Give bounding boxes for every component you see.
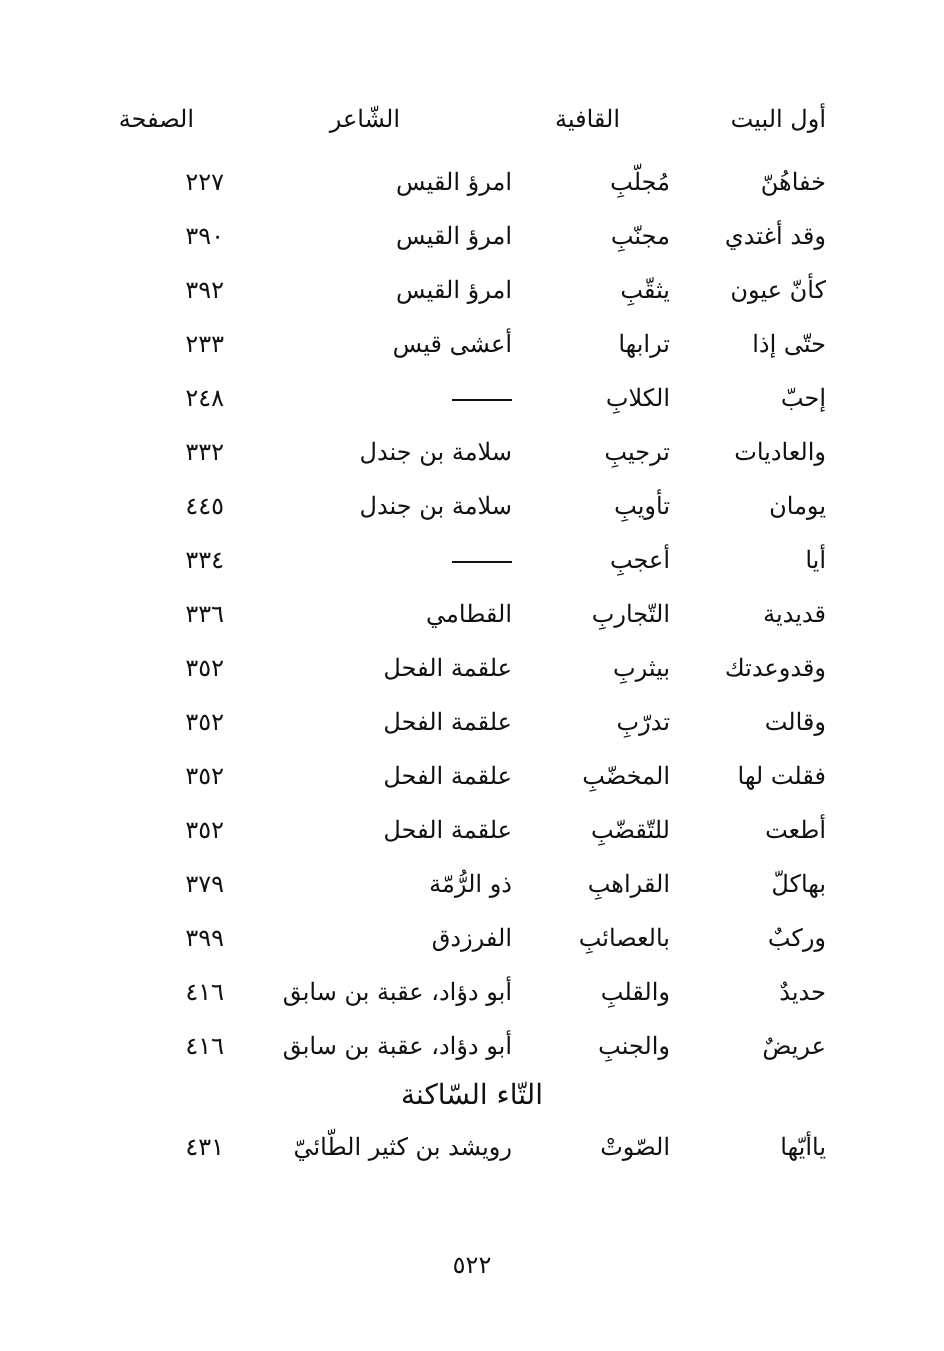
row-page: ٣٣٦ bbox=[185, 600, 224, 628]
table-row bbox=[0, 535, 944, 585]
row-page: ٣٥٢ bbox=[185, 708, 224, 736]
row-page: ٣٣٢ bbox=[185, 438, 224, 466]
table-row bbox=[0, 643, 944, 693]
table-row bbox=[0, 427, 944, 477]
header-poet: الشّاعر bbox=[329, 105, 400, 133]
header-page: الصفحة bbox=[118, 105, 194, 133]
row-rhyme: القراهبِ bbox=[587, 870, 670, 898]
page-number: ٥٢٢ bbox=[452, 1251, 492, 1279]
row-poet: أبو دؤاد، عقبة بن سابق bbox=[282, 1032, 512, 1060]
row-poet: سلامة بن جندل bbox=[359, 438, 512, 466]
table-row bbox=[0, 1122, 944, 1172]
row-rhyme: تدرّبِ bbox=[616, 708, 670, 736]
row-first-word: وركبٌ bbox=[767, 924, 826, 952]
row-poet: سلامة بن جندل bbox=[359, 492, 512, 520]
row-rhyme: يثقّبِ bbox=[620, 276, 670, 304]
table-row bbox=[0, 157, 944, 207]
row-page: ٣٧٩ bbox=[185, 870, 224, 898]
row-poet: علقمة الفحل bbox=[383, 762, 512, 790]
row-poet-unknown bbox=[452, 535, 512, 585]
row-first-word: حتّى إذا bbox=[752, 330, 826, 358]
row-rhyme: أعجبِ bbox=[609, 546, 670, 574]
row-first-word: إحبّ bbox=[780, 384, 826, 412]
row-rhyme: مجنّبِ bbox=[610, 222, 670, 250]
table-row bbox=[0, 859, 944, 909]
row-page: ٣٩٢ bbox=[185, 276, 224, 304]
row-rhyme: ترجيبِ bbox=[604, 438, 670, 466]
row-poet: امرؤ القيس bbox=[396, 276, 512, 304]
row-page: ٤٣١ bbox=[185, 1133, 224, 1161]
row-first-word: كأنّ عيون bbox=[730, 276, 826, 304]
table-row bbox=[0, 1021, 944, 1071]
unknown-poet-dash bbox=[452, 561, 512, 563]
unknown-poet-dash bbox=[452, 399, 512, 401]
row-page: ٣٩٠ bbox=[185, 222, 224, 250]
row-page: ٤١٦ bbox=[185, 1032, 224, 1060]
row-first-word: ياأيّها bbox=[780, 1133, 826, 1161]
row-first-word: وقالت bbox=[764, 708, 826, 736]
row-poet: علقمة الفحل bbox=[383, 654, 512, 682]
row-rhyme: والجنبِ bbox=[598, 1032, 670, 1060]
row-poet: امرؤ القيس bbox=[396, 168, 512, 196]
row-rhyme: مُجلّبِ bbox=[610, 168, 670, 196]
row-page: ٣٣٤ bbox=[185, 546, 224, 574]
row-first-word: أطعت bbox=[765, 816, 826, 844]
row-page: ٣٥٢ bbox=[185, 762, 224, 790]
row-page: ٣٩٩ bbox=[185, 924, 224, 952]
table-row bbox=[0, 913, 944, 963]
row-first-word: وقدوعدتك bbox=[724, 654, 826, 682]
row-poet-unknown bbox=[452, 373, 512, 423]
row-first-word: وقد أغتدي bbox=[724, 222, 826, 250]
row-poet: علقمة الفحل bbox=[383, 708, 512, 736]
row-page: ٢٣٣ bbox=[185, 330, 224, 358]
table-row bbox=[0, 697, 944, 747]
table-row bbox=[0, 211, 944, 261]
row-rhyme: التّجاربِ bbox=[591, 600, 670, 628]
row-first-word: والعاديات bbox=[734, 438, 826, 466]
row-page: ٢٢٧ bbox=[185, 168, 224, 196]
header-rhyme: القافية bbox=[554, 105, 620, 133]
table-header bbox=[0, 94, 944, 144]
table-row bbox=[0, 805, 944, 855]
row-first-word: فقلت لها bbox=[737, 762, 826, 790]
row-page: ٢٤٨ bbox=[185, 384, 224, 412]
row-poet: ذو الرُّمّة bbox=[429, 870, 512, 898]
row-first-word: عريضٌ bbox=[762, 1032, 826, 1060]
row-first-word: خفاهُنّ bbox=[760, 168, 826, 196]
row-rhyme: الصّوتْ bbox=[600, 1133, 670, 1161]
row-poet: أعشى قيس bbox=[392, 330, 512, 358]
row-rhyme: بالعصائبِ bbox=[578, 924, 670, 952]
row-first-word: يومان bbox=[769, 492, 826, 520]
row-first-word: بهاكلّ bbox=[771, 870, 826, 898]
table-row bbox=[0, 481, 944, 531]
section-heading: التّاء السّاكنة bbox=[401, 1078, 543, 1111]
table-row bbox=[0, 319, 944, 369]
row-page: ٤١٦ bbox=[185, 978, 224, 1006]
row-rhyme: المخضّبِ bbox=[582, 762, 670, 790]
row-first-word: حديدٌ bbox=[779, 978, 826, 1006]
row-rhyme: بيثربِ bbox=[613, 654, 670, 682]
row-page: ٣٥٢ bbox=[185, 816, 224, 844]
row-rhyme: تأويبِ bbox=[614, 492, 670, 520]
row-poet: امرؤ القيس bbox=[396, 222, 512, 250]
row-page: ٤٤٥ bbox=[185, 492, 224, 520]
row-page: ٣٥٢ bbox=[185, 654, 224, 682]
row-poet: رويشد بن كثير الطّائيّ bbox=[293, 1133, 512, 1161]
table-row bbox=[0, 751, 944, 801]
table-row bbox=[0, 265, 944, 315]
row-rhyme: للتّقضّبِ bbox=[590, 816, 670, 844]
table-row bbox=[0, 373, 944, 423]
row-rhyme: والقلبِ bbox=[600, 978, 670, 1006]
row-rhyme: الكلابِ bbox=[605, 384, 670, 412]
table-row bbox=[0, 589, 944, 639]
row-poet: أبو دؤاد، عقبة بن سابق bbox=[282, 978, 512, 1006]
row-rhyme: ترابها bbox=[618, 330, 670, 358]
row-poet: القطامي bbox=[426, 600, 512, 628]
header-first-word: أول البيت bbox=[730, 105, 826, 133]
row-first-word: قديدية bbox=[763, 600, 826, 628]
row-poet: الفرزدق bbox=[431, 924, 512, 952]
row-poet: علقمة الفحل bbox=[383, 816, 512, 844]
table-row bbox=[0, 967, 944, 1017]
row-first-word: أيا bbox=[805, 546, 826, 574]
